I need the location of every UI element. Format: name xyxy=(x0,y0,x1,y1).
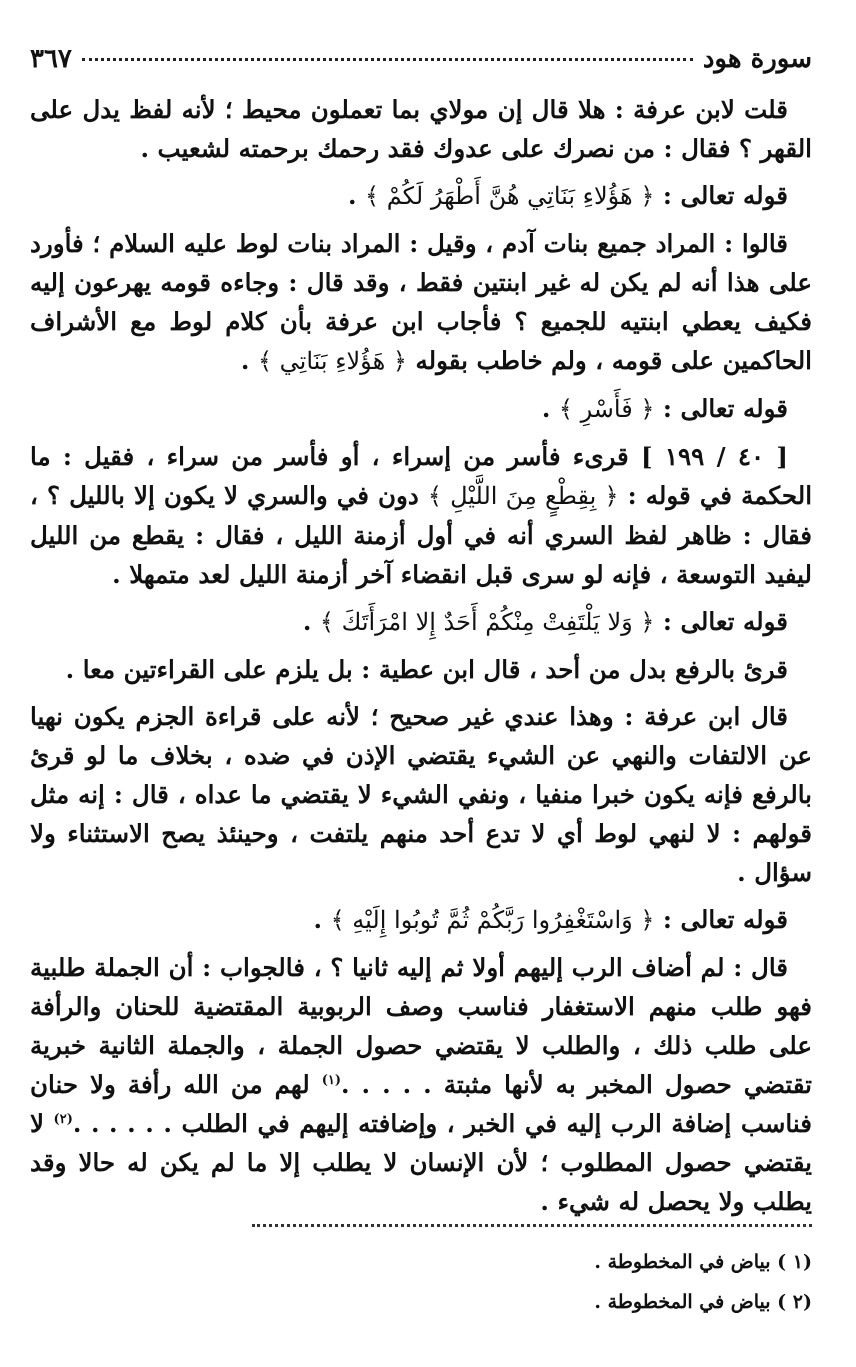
text-run: قالوا : المراد جميع بنات آدم ، وقيل : المراد بنات لوط عليه السلام ؛ فأورد على هذا أنه لم يكن له غير ابنتين فقط ، وقد قال : وجاءه قومه يهرعون إليه فكيف يعطي ابنتيه للجميع ؟ فأجاب ابن عرفة بأن كلام لوط مع الأشراف الحاكمين على قومه ، ولم خاطب بقوله xyxy=(30,229,812,375)
text-run: . xyxy=(240,346,258,375)
surah-title: سورة هود xyxy=(702,44,812,74)
text-run: . xyxy=(302,607,320,636)
paragraph xyxy=(30,176,812,216)
text-run: لا يقتضي حصول المطلوب ؛ لأن الإنسان لا يطلب إلا ما لم يكن له حالا وقد يطلب ولا يحصل له شيء . xyxy=(30,1109,812,1216)
text-run: لهم من الله رأفة ولا حنان فناسب إضافة الرب إليه في الخبر ، وإضافته إليهم في الطلب . . . . . . xyxy=(30,1070,812,1138)
paragraph xyxy=(30,697,812,892)
header-dotted-leader xyxy=(82,57,693,61)
paragraph xyxy=(30,224,812,381)
quran-verse: ﴿ وَلا يَلْتَفِتْ مِنْكُمْ أَحَدٌ إِلا امْرَأَتَكَ ﴾ xyxy=(319,608,655,636)
page-header xyxy=(30,44,812,90)
text-run: . xyxy=(541,394,559,423)
quran-verse: ﴿ هَؤُلاءِ بَنَاتِي هُنَّ أَطْهَرُ لَكُمْ ﴾ xyxy=(365,182,655,210)
footnote-divider xyxy=(252,1224,812,1227)
paragraph xyxy=(30,602,812,642)
paragraph xyxy=(30,650,812,689)
text-run: [ ٤٠ / ١٩٩ ] قرىء فأسر من إسراء ، أو فأسر من سراء ، فقيل : ما الحكمة في قوله : xyxy=(30,442,812,510)
book-page xyxy=(30,44,812,1347)
paragraph xyxy=(30,900,812,940)
footnote-marker: (٢) xyxy=(53,1111,73,1127)
paragraph xyxy=(30,437,812,594)
text-run: قال ابن عرفة : وهذا عندي غير صحيح ؛ لأنه على قراءة الجزم يكون نهيا عن الالتفات والنهي عن الشيء يقتضي الإذن في ضده ، بخلاف ما لو قرئ بالرفع فإنه يكون خبرا منفيا ، ونفي الشيء لا يقتضي ما عداه ، قال : إنه مثل قولهم : لا لنهي لوط أي لا تدع أحد منهم يلتفت ، وحينئذ يصح الاستثناء ولا سؤال . xyxy=(30,702,812,887)
footnote-2: (٢ ) بياض في المخطوطة . xyxy=(594,1291,812,1313)
quran-verse: ﴿ وَاسْتَغْفِرُوا رَبَّكُمْ ثُمَّ تُوبُوا إِلَيْهِ ﴾ xyxy=(330,906,655,934)
footnote-1: (١ ) بياض في المخطوطة . xyxy=(594,1251,812,1273)
text-run: قال : لم أضاف الرب إليهم أولا ثم إليه ثانيا ؟ ، فالجواب : أن الجملة طلبية فهو طلب منهم الاستغفار فناسب وصف الربوبية المقتضية للحنان والرأفة على طلب ذلك ، والطلب لا يقتضي حصول الجملة ، والجملة الثانية خبرية تقتضي حصول المخبر به لأنها مثبتة . . . . . xyxy=(30,953,812,1099)
text-run: . xyxy=(347,181,366,210)
text-run: قوله تعالى : xyxy=(654,181,788,210)
paragraph xyxy=(30,948,812,1221)
paragraph xyxy=(30,389,812,429)
footnote-marker: (١) xyxy=(321,1072,342,1088)
quran-verse: ﴿ هَؤُلاءِ بَنَاتِي ﴾ xyxy=(257,347,407,375)
quran-verse: ﴿ فَأَسْرِ ﴾ xyxy=(558,395,655,423)
text-run: قرئ بالرفع بدل من أحد ، قال ابن عطية : بل يلزم على القراءتين معا . xyxy=(65,655,788,684)
text-run: قلت لابن عرفة : هلا قال إن مولاي بما تعملون محيط ؛ لأنه لفظ يدل على القهر ؟ فقال : من نصرك على عدوك فقد رحمك برحمته لشعيب . xyxy=(30,95,812,163)
main-text xyxy=(30,90,812,1221)
page-number: ٣٦٧ xyxy=(30,44,72,74)
paragraph xyxy=(30,90,812,168)
text-run: قوله تعالى : xyxy=(654,607,788,636)
footnotes xyxy=(30,1242,812,1322)
text-run: قوله تعالى : xyxy=(654,905,788,934)
quran-verse: ﴿ بِقِطْعٍ مِنَ اللَّيْلِ ﴾ xyxy=(427,482,619,510)
text-run: دون في والسري لا يكون إلا بالليل ؟ ، فقال : ظاهر لفظ السري أنه في أول أزمنة الليل ، فقال : يقطع من الليل ليفيد التوسعة ، فإنه لو سرى قبل انقضاء آخر أزمنة الليل لعد متمهلا . xyxy=(30,481,812,589)
text-run: قوله تعالى : xyxy=(654,394,788,423)
text-run: . xyxy=(313,905,331,934)
